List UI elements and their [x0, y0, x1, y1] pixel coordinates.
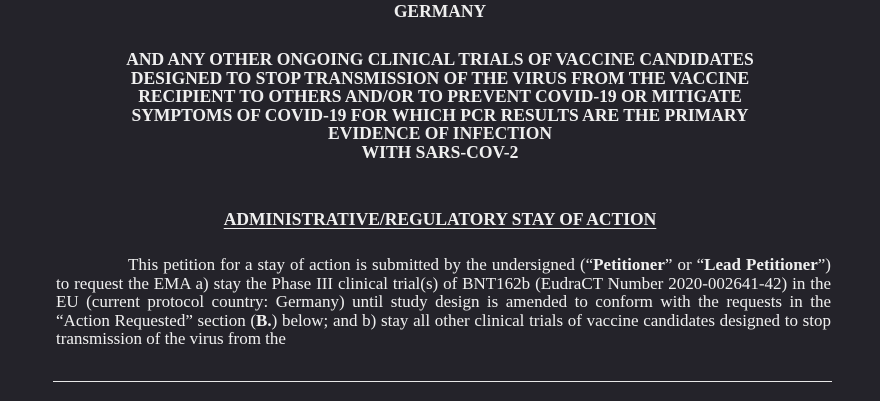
- paragraph-text: ) below; and b) stay all other clinical trials of vaccine candidates designed to stop transmission of the virus from the: [56, 310, 831, 348]
- section-heading: ADMINISTRATIVE/REGULATORY STAY OF ACTION: [223, 209, 657, 229]
- trials-heading-line: EVIDENCE OF INFECTION: [328, 123, 552, 143]
- horizontal-rule: [53, 381, 832, 382]
- lead-petitioner-term: Lead Petitioner: [704, 255, 818, 274]
- paragraph-text: This petition for a stay of action is submitted by the undersigned (“: [128, 255, 594, 274]
- trials-heading-line: DESIGNED TO STOP TRANSMISSION OF THE VIRUS FROM THE VACCINE: [130, 67, 750, 88]
- trials-heading-line: AND ANY OTHER ONGOING CLINICAL TRIALS OF VACCINE CANDIDATES: [126, 49, 754, 69]
- country-heading: GERMANY: [393, 1, 487, 21]
- paragraph-text: ”) to request the EMA a) stay the Phase III clinical trial(s) of BNT162b (EudraCT Number 2020-002641-42) in the EU (current protocol country: Germany) until study design is amended to conform with the requests in the “Action Requested” section (: [56, 255, 831, 330]
- trials-heading-line: RECIPIENT TO OTHERS AND/OR TO PREVENT COVID-19 OR MITIGATE: [138, 86, 742, 106]
- trials-heading-line: WITH SARS-COV-2: [361, 141, 519, 162]
- petition-paragraph: [56, 256, 831, 349]
- trials-heading: [0, 50, 880, 161]
- trials-heading-line: SYMPTOMS OF COVID-19 FOR WHICH PCR RESULTS ARE THE PRIMARY: [131, 104, 749, 125]
- petitioner-term: Petitioner: [593, 255, 665, 274]
- paragraph-text: ” or “: [664, 255, 705, 274]
- section-reference: B.: [256, 310, 272, 330]
